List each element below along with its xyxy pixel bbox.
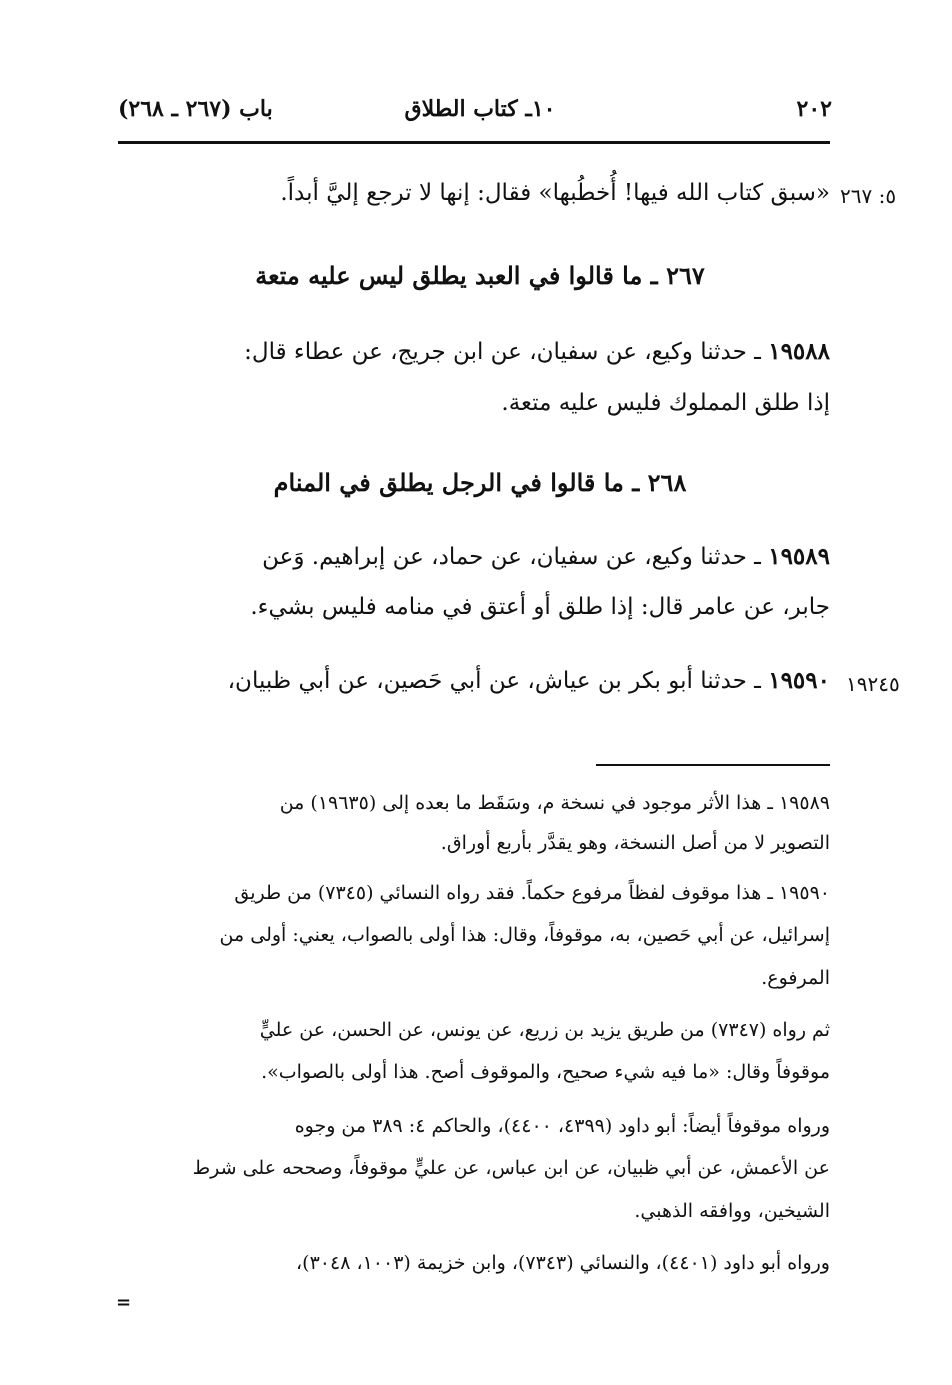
header-rule <box>118 141 830 144</box>
hadith-19588-line2: إذا طلق المملوك فليس عليه متعة. <box>501 390 830 416</box>
footnote-paragraph-4-line1: ورواه موقوفاً أيضاً: أبو داود (٤٣٩٩، ٤٤٠٠)، والحاكم ٤: ٣٨٩ من وجوه <box>294 1115 830 1137</box>
footnote-paragraph-4-line3: الشيخين، ووافقه الذهبي. <box>634 1200 830 1222</box>
footnote-19590-line2: إسرائيل، عن أبي حَصين، به، موقوفاً، وقال: هذا أولى بالصواب، يعني: أولى من <box>219 924 830 946</box>
hadith-19589-line2: جابر، عن عامر قال: إذا طلق أو أعتق في منامه فليس بشيء. <box>250 594 830 620</box>
footnote-19590-line1: ١٩٥٩٠ ـ هذا موقوف لفظاً مرفوع حكماً. فقد رواه النسائي (٧٣٤٥) من طريق <box>234 882 830 904</box>
section-heading-267: ٢٦٧ ـ ما قالوا في العبد يطلق ليس عليه متعة <box>255 261 705 290</box>
hadith-19590-line1 <box>114 667 830 696</box>
footnote-rule <box>596 764 830 766</box>
section-heading-268: ٢٦٨ ـ ما قالوا في الرجل يطلق في المنام <box>273 468 687 497</box>
footnote-paragraph-5-line1: ورواه أبو داود (٤٤٠١)، والنسائي (٧٣٤٣)، وابن خزيمة (١٠٠٣، ٣٠٤٨)، <box>296 1252 830 1274</box>
hadith-text: ـ حدثنا أبو بكر بن عياش، عن أبي حَصين، عن أبي ظبيان، <box>227 668 769 694</box>
hadith-19588-line1 <box>114 338 830 367</box>
footnote-paragraph-3-line1: ثم رواه (٧٣٤٧) من طريق يزيد بن زريع، عن يونس، عن الحسن، عن عليٍّ <box>259 1019 830 1041</box>
hadith-number: ١٩٥٨٩ <box>768 543 830 570</box>
margin-ref-top: ٥: ٢٦٧ <box>840 184 897 208</box>
hadith-text: ـ حدثنا وكيع، عن سفيان، عن حماد، عن إبراهيم. وَعن <box>262 544 769 570</box>
page-number: ٢٠٢ <box>796 96 832 122</box>
footnote-19589-line2: التصوير لا من أصل النسخة، وهو يقدَّر بأربع أوراق. <box>440 832 830 854</box>
footnote-paragraph-3-line2: موقوفاً وقال: «ما فيه شيء صحيح، والموقوف أصح. هذا أولى بالصواب». <box>261 1061 830 1083</box>
margin-ref-19590: ١٩٢٤٥ <box>846 672 900 696</box>
book-title: ١٠ـ كتاب الطلاق <box>404 96 556 122</box>
footnote-paragraph-4-line2: عن الأعمش، عن أبي ظبيان، عن ابن عباس، عن عليٍّ موقوفاً، وصححه على شرط <box>192 1157 830 1179</box>
hadith-number: ١٩٥٩٠ <box>768 667 830 694</box>
footnote-19590-line3: المرفوع. <box>761 967 830 989</box>
hadith-text: ـ حدثنا وكيع، عن سفيان، عن ابن جريج، عن عطاء قال: <box>244 339 769 365</box>
carryover-line: «سبق كتاب الله فيها! أُخطُبها» فقال: إنها لا ترجع إليَّ أبداً. <box>280 180 830 206</box>
continuation-mark: = <box>116 1292 132 1313</box>
chapter-range: باب (٢٦٧ ـ ٢٦٨) <box>118 96 273 122</box>
footnote-19589-line1: ١٩٥٨٩ ـ هذا الأثر موجود في نسخة م، وسَقَط ما بعده إلى (١٩٦٣٥) من <box>279 792 830 814</box>
hadith-number: ١٩٥٨٨ <box>768 338 830 365</box>
hadith-19589-line1 <box>114 543 830 572</box>
